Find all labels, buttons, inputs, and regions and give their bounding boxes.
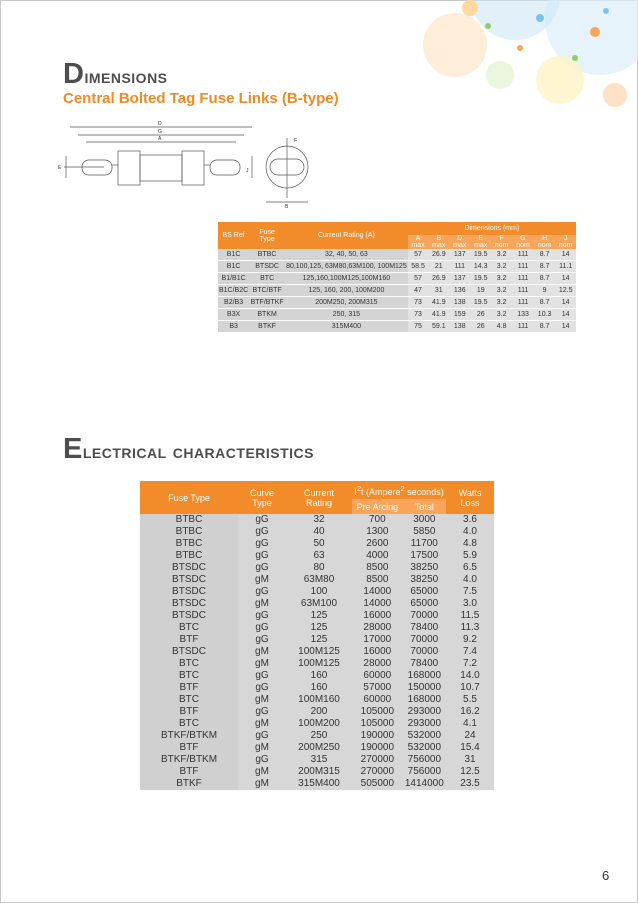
fuse-type-cell: BTC (140, 718, 238, 730)
total-cell: 168000 (403, 670, 446, 682)
curve-type-cell: gM (238, 658, 286, 670)
total-cell: 78400 (403, 622, 446, 634)
dimension-cell: 3.2 (491, 309, 512, 321)
pre-arcing-cell: 505000 (352, 778, 403, 790)
i2t-post: t (Ampere (360, 486, 401, 497)
curve-type-cell: gM (238, 646, 286, 658)
pre-arcing-cell: 14000 (352, 598, 403, 610)
dimension-cell: 111 (449, 261, 470, 273)
dimension-cell: 4.8 (491, 321, 512, 333)
electrical-table-row (140, 562, 494, 574)
dimension-cell: 8.7 (534, 321, 555, 333)
label-b: B (285, 204, 289, 210)
fuse-type-cell: BTF (140, 706, 238, 718)
dimension-cell: 19.5 (470, 273, 491, 285)
dimension-cell: 14 (555, 309, 576, 321)
dimension-cell: 57 (408, 249, 429, 261)
total-cell: 3000 (403, 514, 446, 526)
total-cell: 168000 (403, 694, 446, 706)
electrical-heading-initial: E (63, 433, 83, 465)
dim-table-row (218, 285, 576, 297)
curve-type-cell: gG (238, 670, 286, 682)
dimension-cell: 3.2 (491, 285, 512, 297)
current-rating-cell: 80 (286, 562, 352, 574)
dimensions-heading-initial: D (63, 58, 85, 90)
dimension-cell: 137 (449, 249, 470, 261)
col-current-rating: Current Rating (A) (285, 222, 408, 249)
watts-loss-cell: 7.5 (446, 586, 494, 598)
bs-ref-cell: B1C/B2C (218, 285, 249, 297)
dimension-cell: 26.9 (428, 249, 449, 261)
current-rating-cell: 100M125 (286, 646, 352, 658)
pre-arcing-cell: 28000 (352, 658, 403, 670)
current-rating-cell: 125 (286, 610, 352, 622)
watts-loss-cell: 9.2 (446, 634, 494, 646)
fuse-type-cell: BTBC (140, 550, 238, 562)
watts-loss-cell: 11.5 (446, 610, 494, 622)
watts-loss-cell: 23.5 (446, 778, 494, 790)
dimension-cell: 111 (512, 273, 534, 285)
curve-type-cell: gG (238, 538, 286, 550)
col-a-max: A max (408, 235, 429, 249)
total-cell: 38250 (403, 562, 446, 574)
total-cell: 532000 (403, 742, 446, 754)
pre-arcing-cell: 8500 (352, 562, 403, 574)
col-pre-arcing: Pre Arcing (352, 499, 403, 514)
curve-type-cell: gG (238, 730, 286, 742)
current-rating-cell: 315M400 (286, 778, 352, 790)
electrical-table-row (140, 514, 494, 526)
total-cell: 70000 (403, 634, 446, 646)
pre-arcing-cell: 1300 (352, 526, 403, 538)
pre-arcing-cell: 2600 (352, 538, 403, 550)
watts-loss-cell: 24 (446, 730, 494, 742)
dim-table-row (218, 273, 576, 285)
electrical-table-row (140, 598, 494, 610)
pre-arcing-cell: 105000 (352, 718, 403, 730)
pre-arcing-cell: 190000 (352, 730, 403, 742)
pre-arcing-cell: 60000 (352, 694, 403, 706)
pre-arcing-cell: 28000 (352, 622, 403, 634)
electrical-table-row (140, 586, 494, 598)
total-cell: 65000 (403, 586, 446, 598)
col-d-max: D max (449, 235, 470, 249)
watts-loss-cell: 7.2 (446, 658, 494, 670)
fuse-type-cell: BTC (140, 658, 238, 670)
fuse-type-cell: BTBC (140, 538, 238, 550)
dim-table-row (218, 309, 576, 321)
pre-arcing-cell: 8500 (352, 574, 403, 586)
total-cell: 532000 (403, 730, 446, 742)
bs-ref-cell: B2/B3 (218, 297, 249, 309)
dim-table-row (218, 249, 576, 261)
dim-table-row (218, 261, 576, 273)
total-cell: 150000 (403, 682, 446, 694)
label-g: G (158, 129, 162, 135)
dimension-cell: 111 (512, 249, 534, 261)
electrical-table-row (140, 622, 494, 634)
total-cell: 70000 (403, 610, 446, 622)
bs-ref-cell: B3X (218, 309, 249, 321)
current-rating-cell: 100M125 (286, 658, 352, 670)
electrical-table-row (140, 682, 494, 694)
watts-loss-cell: 3.0 (446, 598, 494, 610)
fuse-type-cell: BTSDC (140, 610, 238, 622)
electrical-table-row (140, 718, 494, 730)
fuse-type-cell: BTSDC (140, 562, 238, 574)
dimensions-table (218, 222, 576, 333)
total-cell: 65000 (403, 598, 446, 610)
dimension-cell: 3.2 (491, 249, 512, 261)
fuse-type-cell: BTC (140, 622, 238, 634)
fuse-type-cell: BTSDC (140, 586, 238, 598)
electrical-table-row (140, 538, 494, 550)
curve-type-cell: gG (238, 622, 286, 634)
fuse-type-cell: BTSDC (249, 261, 285, 273)
watts-loss-cell: 31 (446, 754, 494, 766)
dimension-cell: 14.3 (470, 261, 491, 273)
fuse-type-cell: BTF (140, 682, 238, 694)
col-watts-loss (446, 481, 494, 514)
dimension-cell: 3.2 (491, 273, 512, 285)
dimension-cell: 19.5 (470, 297, 491, 309)
dimension-cell: 10.3 (534, 309, 555, 321)
current-rating-cell: 200 (286, 706, 352, 718)
watts-loss-cell: 12.5 (446, 766, 494, 778)
curve-type-cell: gG (238, 706, 286, 718)
current-rating-cell: 100M160 (286, 694, 352, 706)
current-rating-cell: 32 (286, 514, 352, 526)
dimension-cell: 75 (408, 321, 429, 333)
col-e-max: E max (470, 235, 491, 249)
rating-cell: 32, 40, 50, 63 (285, 249, 408, 261)
dimension-cell: 41.9 (428, 309, 449, 321)
current-rating-cell: 160 (286, 682, 352, 694)
pre-arcing-cell: 16000 (352, 610, 403, 622)
label-f: F (294, 138, 298, 144)
dim-table-row (218, 321, 576, 333)
current-rating-cell: 63 (286, 550, 352, 562)
rating-cell: 125,160,100M125,100M160 (285, 273, 408, 285)
watts-loss-cell: 7.4 (446, 646, 494, 658)
fuse-type-cell: BTF (140, 634, 238, 646)
current-rating-cell: 63M100 (286, 598, 352, 610)
pre-arcing-cell: 700 (352, 514, 403, 526)
dimension-cell: 19 (470, 285, 491, 297)
dimension-cell: 73 (408, 309, 429, 321)
fuse-technical-drawing (56, 118, 316, 210)
electrical-heading (63, 429, 314, 466)
i2t-end: seconds) (404, 486, 444, 497)
electrical-table-row (140, 706, 494, 718)
col-i2t (352, 481, 446, 499)
fuse-type-cell: BTC/BTF (249, 285, 285, 297)
curve-type-cell: gM (238, 778, 286, 790)
curve-type-cell: gG (238, 514, 286, 526)
dimension-cell: 138 (449, 321, 470, 333)
electrical-table (140, 481, 494, 790)
pre-arcing-cell: 105000 (352, 706, 403, 718)
rating-cell: 80,100,125, 63M80,63M100, 100M125 (285, 261, 408, 273)
electrical-table-row (140, 730, 494, 742)
curve-type-cell: gM (238, 718, 286, 730)
dimension-cell: 31 (428, 285, 449, 297)
watts-loss-cell: 6.5 (446, 562, 494, 574)
pre-arcing-cell: 14000 (352, 586, 403, 598)
total-cell: 756000 (403, 766, 446, 778)
curve-type-cell: gG (238, 526, 286, 538)
fuse-type-cell: BTC (249, 273, 285, 285)
total-cell: 5850 (403, 526, 446, 538)
fuse-type-cell: BTBC (140, 526, 238, 538)
fuse-type-cell: BTBC (140, 514, 238, 526)
dimension-cell: 14 (555, 249, 576, 261)
bs-ref-cell: B1C (218, 249, 249, 261)
watts-loss-cell: 5.9 (446, 550, 494, 562)
watts-loss-cell: 11.3 (446, 622, 494, 634)
col-h-nom: H nom (534, 235, 555, 249)
dimension-cell: 8.7 (534, 261, 555, 273)
watts-loss-cell: 10.7 (446, 682, 494, 694)
col-curve-type (238, 481, 286, 514)
col-j-nom: J nom (555, 235, 576, 249)
electrical-heading-rest: lectrical characteristics (82, 441, 315, 463)
current-rating-cell: 100 (286, 586, 352, 598)
electrical-table-row (140, 694, 494, 706)
current-rating-cell: 200M315 (286, 766, 352, 778)
fuse-type-cell: BTKF/BTKM (140, 754, 238, 766)
fuse-type-cell: BTKF/BTKM (140, 730, 238, 742)
dimensions-heading (63, 54, 168, 91)
dimension-cell: 21 (428, 261, 449, 273)
current-rating-cell: 100M200 (286, 718, 352, 730)
electrical-table-row (140, 526, 494, 538)
electrical-table-row (140, 754, 494, 766)
watts-loss-cell: 5.5 (446, 694, 494, 706)
current-rating-cell: 315 (286, 754, 352, 766)
pre-arcing-cell: 270000 (352, 754, 403, 766)
electrical-table-row (140, 742, 494, 754)
dimension-cell: 26 (470, 321, 491, 333)
dimension-cell: 14 (555, 321, 576, 333)
electrical-table-row (140, 610, 494, 622)
col-b-max: B max (428, 235, 449, 249)
col-g-nom: G nom (512, 235, 534, 249)
current-rating-cell: 125 (286, 622, 352, 634)
dimension-cell: 57 (408, 273, 429, 285)
dimension-cell: 138 (449, 297, 470, 309)
dimension-cell: 12.5 (555, 285, 576, 297)
dimension-cell: 19.5 (470, 249, 491, 261)
dim-table-row (218, 297, 576, 309)
dimension-cell: 111 (512, 285, 534, 297)
electrical-table-row (140, 550, 494, 562)
label-j: J (246, 168, 249, 174)
dimension-cell: 8.7 (534, 249, 555, 261)
fuse-type-cell: BTF/BTKF (249, 297, 285, 309)
dimension-cell: 8.7 (534, 297, 555, 309)
pre-arcing-cell: 17000 (352, 634, 403, 646)
dimension-cell: 26.9 (428, 273, 449, 285)
dimension-cell: 111 (512, 297, 534, 309)
curve-type-cell: gM (238, 694, 286, 706)
electrical-table-row (140, 778, 494, 790)
curve-label-2: Type (252, 497, 272, 508)
watts-loss-cell: 4.1 (446, 718, 494, 730)
dimension-cell: 111 (512, 321, 534, 333)
electrical-table-row (140, 634, 494, 646)
col-dimensions: Dimensions (mm) (408, 222, 576, 235)
curve-type-cell: gG (238, 682, 286, 694)
dimension-cell: 137 (449, 273, 470, 285)
dimension-cell: 3.2 (491, 261, 512, 273)
bs-ref-cell: B1/B1C (218, 273, 249, 285)
watts-label-2: Loss (460, 497, 480, 508)
fuse-type-cell: BTSDC (140, 646, 238, 658)
dimension-cell: 59.1 (428, 321, 449, 333)
current-rating-cell: 40 (286, 526, 352, 538)
fuse-type-cell: BTKF (140, 778, 238, 790)
total-cell: 1414000 (403, 778, 446, 790)
total-cell: 78400 (403, 658, 446, 670)
dimension-cell: 133 (512, 309, 534, 321)
curve-type-cell: gM (238, 766, 286, 778)
i2t-sup: 2 (356, 483, 361, 493)
dimension-cell: 136 (449, 285, 470, 297)
curve-type-cell: gM (238, 742, 286, 754)
fuse-type-cell: BTSDC (140, 574, 238, 586)
watts-loss-cell: 3.6 (446, 514, 494, 526)
total-cell: 11700 (403, 538, 446, 550)
current-rating-cell: 63M80 (286, 574, 352, 586)
total-cell: 70000 (403, 646, 446, 658)
col-f-nom: F nom (491, 235, 512, 249)
rating-cell: 200M250, 200M315 (285, 297, 408, 309)
curve-type-cell: gG (238, 754, 286, 766)
curve-type-cell: gG (238, 634, 286, 646)
dimension-cell: 11.1 (555, 261, 576, 273)
fuse-type-cell: BTKF (249, 321, 285, 333)
dimension-cell: 14 (555, 273, 576, 285)
rating-cell: 315M400 (285, 321, 408, 333)
curve-type-cell: gG (238, 610, 286, 622)
curve-type-cell: gG (238, 586, 286, 598)
total-cell: 293000 (403, 706, 446, 718)
rating-cell: 125, 160, 200, 100M200 (285, 285, 408, 297)
pre-arcing-cell: 60000 (352, 670, 403, 682)
curve-type-cell: gG (238, 562, 286, 574)
electrical-table-row (140, 646, 494, 658)
current-rating-cell: 160 (286, 670, 352, 682)
dimension-cell: 3.2 (491, 297, 512, 309)
curve-type-cell: gG (238, 550, 286, 562)
label-e: E (58, 165, 62, 171)
electrical-table-row (140, 670, 494, 682)
watts-loss-cell: 4.0 (446, 526, 494, 538)
col-total: Total (403, 499, 446, 514)
current-rating-cell: 125 (286, 634, 352, 646)
page-number: 6 (602, 868, 610, 883)
dimension-cell: 47 (408, 285, 429, 297)
pre-arcing-cell: 57000 (352, 682, 403, 694)
current-rating-cell: 250 (286, 730, 352, 742)
total-cell: 17500 (403, 550, 446, 562)
electrical-table-row (140, 658, 494, 670)
watts-loss-cell: 15.4 (446, 742, 494, 754)
dimension-cell: 111 (512, 261, 534, 273)
pre-arcing-cell: 190000 (352, 742, 403, 754)
watts-loss-cell: 4.0 (446, 574, 494, 586)
curve-label-1: Curve (249, 487, 274, 498)
fuse-type-cell: BTC (140, 694, 238, 706)
dimension-cell: 8.7 (534, 273, 555, 285)
col-el-fuse-type: Fuse Type (140, 481, 238, 514)
dimension-cell: 73 (408, 297, 429, 309)
current-label-1: Current (303, 487, 334, 498)
fuse-type-cell: BTF (140, 766, 238, 778)
dimension-cell: 159 (449, 309, 470, 321)
dimension-cell: 14 (555, 297, 576, 309)
total-cell: 756000 (403, 754, 446, 766)
watts-loss-cell: 14.0 (446, 670, 494, 682)
i2t-sup2: 2 (400, 483, 405, 493)
total-cell: 38250 (403, 574, 446, 586)
total-cell: 293000 (403, 718, 446, 730)
col-bs-ref: BS Ref (218, 222, 249, 249)
watts-loss-cell: 4.8 (446, 538, 494, 550)
watts-loss-cell: 16.2 (446, 706, 494, 718)
pre-arcing-cell: 4000 (352, 550, 403, 562)
label-a: A (158, 136, 162, 142)
curve-type-cell: gM (238, 598, 286, 610)
electrical-table-row (140, 766, 494, 778)
dimensions-heading-rest: imensions (84, 66, 168, 88)
current-rating-cell: 50 (286, 538, 352, 550)
fuse-type-cell: BTKM (249, 309, 285, 321)
current-rating-cell: 200M250 (286, 742, 352, 754)
pre-arcing-cell: 270000 (352, 766, 403, 778)
col-fuse-type: Fuse Type (249, 222, 285, 249)
dimension-cell: 9 (534, 285, 555, 297)
label-d: D (158, 121, 162, 127)
watts-label-1: Watts (458, 487, 482, 498)
curve-type-cell: gM (238, 574, 286, 586)
bs-ref-cell: B3 (218, 321, 249, 333)
fuse-type-cell: BTF (140, 742, 238, 754)
dimension-cell: 26 (470, 309, 491, 321)
i2t-pre: I (354, 486, 357, 497)
bs-ref-cell: B1C (218, 261, 249, 273)
rating-cell: 250, 315 (285, 309, 408, 321)
pre-arcing-cell: 16000 (352, 646, 403, 658)
col-current-rating-el (286, 481, 352, 514)
electrical-table-row (140, 574, 494, 586)
dimension-cell: 58.5 (408, 261, 429, 273)
fuse-type-cell: BTSDC (140, 598, 238, 610)
dimensions-subtitle: Central Bolted Tag Fuse Links (B-type) (63, 90, 339, 107)
fuse-type-cell: BTBC (249, 249, 285, 261)
fuse-type-cell: BTC (140, 670, 238, 682)
dimension-cell: 41.9 (428, 297, 449, 309)
current-label-2: Rating (305, 497, 332, 508)
